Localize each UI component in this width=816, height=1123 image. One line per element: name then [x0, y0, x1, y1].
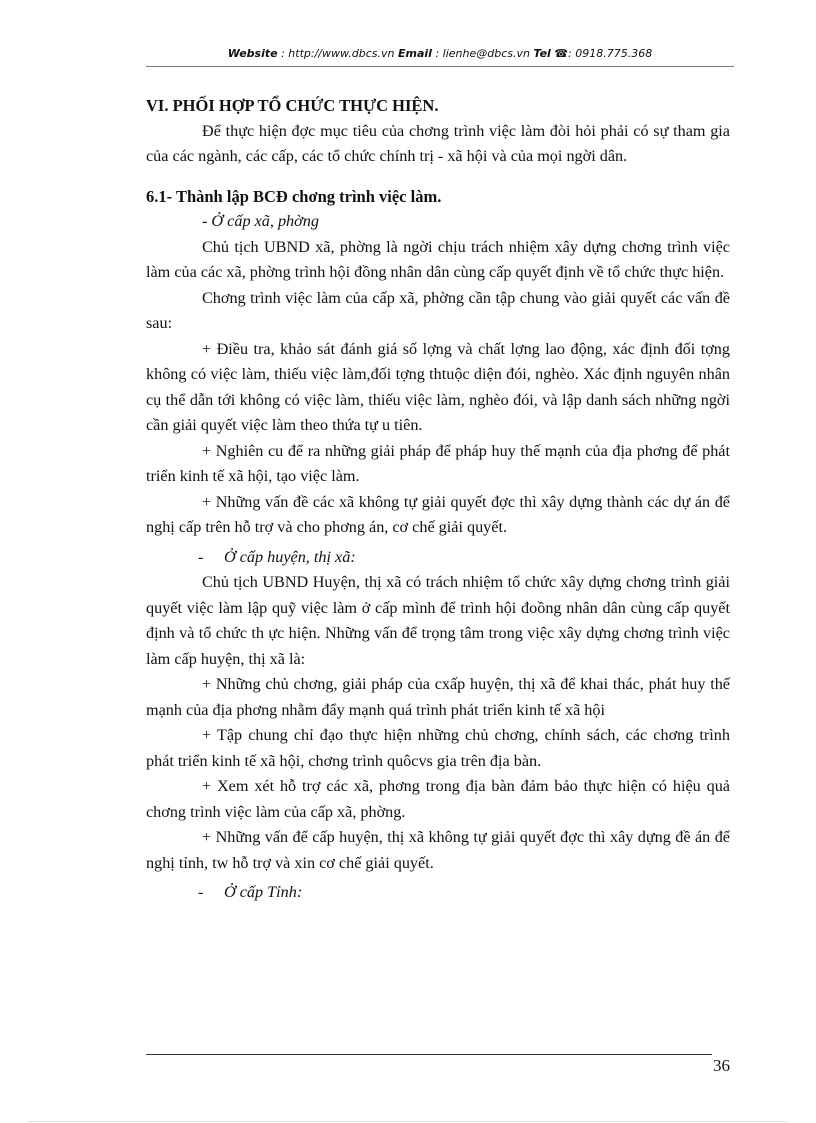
district-bullet-4: + Những vấn để cấp huyện, thị xã không tự giải quyết đợc thì xây dựng đề án để nghị tỉnh, tw hỗ trợ và xin cơ chế giải quyết. — [146, 828, 730, 872]
district-bullet-3: + Xem xét hỗ trợ các xã, phơng trong địa bàn đảm bảo thực hiện có hiệu quả chơng trình việc làm của cấp xã, phờng. — [146, 777, 730, 821]
page-bottom-edge — [28, 1121, 788, 1122]
email-label: Email — [398, 47, 432, 60]
province-heading: Ở cấp Tỉnh: — [224, 883, 303, 901]
district-paragraph-1: Chủ tịch UBND Huyện, thị xã có trách nhiệm tổ chức xây dựng chơng trình giải quyết việc làm lập quỹ việc làm ở cấp mình để trình hội đoồng nhân dân cùng cấp quyết định và tổ chức th ực hiện. Những vấn để trọng tâm trong việc xây dựng chơng trình việc làm cấp huyện, thị xã là: — [146, 573, 730, 668]
district-heading: Ở cấp huyện, thị xã: — [224, 547, 356, 566]
district-bullet-2: + Tập chung chỉ đạo thực hiện những chủ chơng, chính sách, các chơng trình phát triển kinh tế xã hội, chơng trình quôcvs gia trên địa bàn. — [146, 726, 730, 770]
district-dash: - — [198, 547, 204, 566]
email-address: : lienhe@dbcs.vn — [435, 47, 530, 60]
commune-paragraph-1: Chủ tịch UBND xã, phờng là ngời chịu trách nhiệm xây dựng chơng trình việc làm của các xã, phờng trình hội đồng nhân dân cùng cấp quyết định về tổ chức thực hiện. — [146, 237, 730, 281]
province-heading-line — [146, 880, 730, 906]
page-header — [146, 47, 734, 65]
commune-bullet-1: + Điều tra, khảo sát đánh giá số lợng và chất lợng lao động, xác định đối tợng không có việc làm, thiếu việc làm,đối tợng thtuộc diện đói, nghèo. Xác định nguyên nhân cụ thể dẫn tới không có việc làm, thiếu việc làm, nghèo đói, và lập danh sách những ngời cần giải quyết việc làm theo thứa tự u tiên. — [146, 339, 730, 434]
website-url: : http://www.dbcs.vn — [281, 47, 395, 60]
commune-bullet-3: + Những vấn đề các xã không tự giải quyết đợc thì xây dựng thành các dự án để nghị cấp trên hỗ trợ và cho phơng án, cơ chế giải quyết. — [146, 492, 730, 536]
subsection-title: 6.1- Thành lập BCĐ chơng trình việc làm. — [146, 186, 442, 206]
website-label: Website — [227, 47, 278, 60]
province-dash: - — [198, 883, 204, 901]
phone-icon: ☎ — [554, 47, 569, 60]
intro-paragraph: Để thực hiện đợc mục tiêu của chơng trình việc làm đòi hỏi phải có sự tham gia của các ngành, các cấp, các tổ chức chính trị - xã hội và của mọi ngời dân. — [146, 121, 730, 165]
commune-bullet-2: + Nghiên cu để ra những giải pháp để pháp huy thế mạnh của địa phơng để phát triển kinh tế xã hội, tạo việc làm. — [146, 441, 730, 485]
header-divider — [146, 66, 734, 67]
section-title: VI. PHỐI HỢP TỔ CHỨC THỰC HIỆN. — [146, 96, 439, 115]
page-number: 36 — [713, 1056, 730, 1075]
commune-heading: - Ở cấp xã, phờng — [202, 212, 319, 230]
document-body — [146, 93, 730, 906]
district-bullet-1: + Những chủ chơng, giải pháp của cxấp huyện, thị xã để khai thác, phát huy thế mạnh của địa phơng nhằm đẩy mạnh quá trình phát triển kinh tế xã hội — [146, 675, 730, 719]
tel-label: Tel — [533, 47, 551, 60]
commune-paragraph-2: Chơng trình việc làm của cấp xã, phờng cần tập chung vào giải quyết các vấn đề sau: — [146, 288, 730, 332]
district-heading-line — [146, 545, 730, 571]
tel-number: : 0918.775.368 — [568, 47, 653, 60]
footer-divider — [146, 1054, 712, 1055]
